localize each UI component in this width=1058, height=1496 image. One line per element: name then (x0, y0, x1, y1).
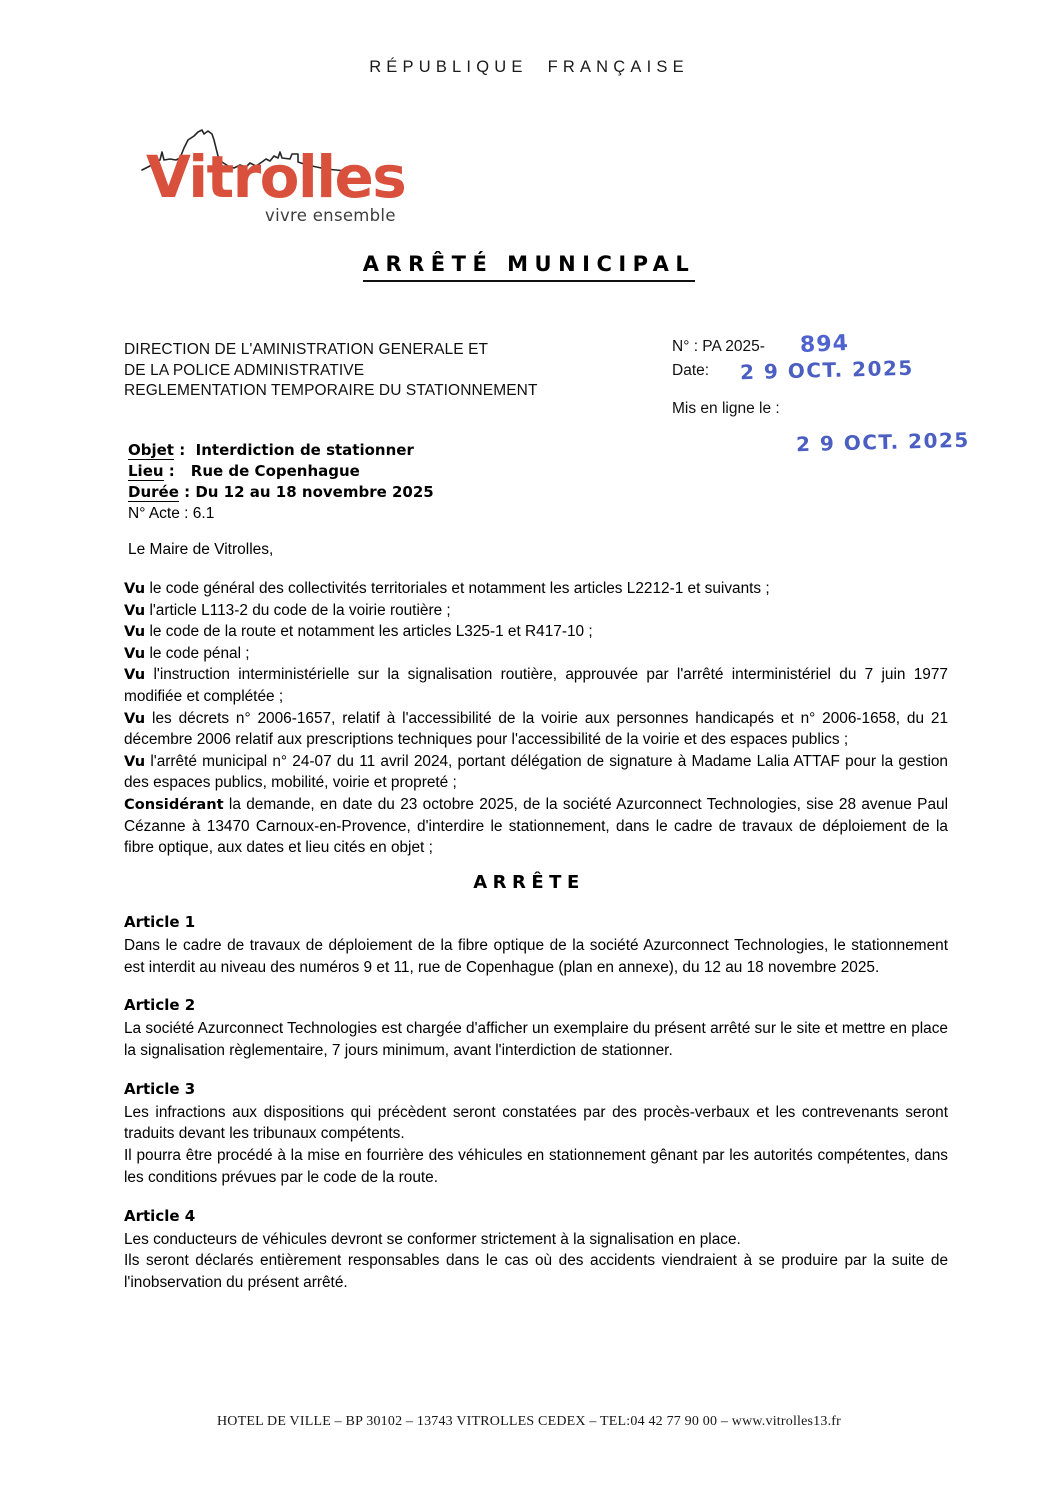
logo-wordmark: Vitrolles (146, 143, 406, 211)
articles-block (124, 912, 948, 1311)
consideration-item (124, 600, 948, 622)
subject-duree-label: Durée (128, 483, 179, 501)
article-3-body: Les infractions aux dispositions qui précèdent seront constatées par des procès-verbaux et les contrevenants seront traduits devant les tribunaux compétents. (124, 1103, 948, 1143)
article-3-title: Article 3 (124, 1079, 196, 1098)
department-line-2: DE LA POLICE ADMINISTRATIVE (124, 361, 365, 379)
consideration-item (124, 578, 948, 600)
consideration-text: le code général des collectivités territoriales et notamment les articles L2212-1 et suivants ; (145, 580, 770, 597)
subject-objet-line: Objet : Interdiction de stationner (128, 441, 414, 459)
consideration-keyword: Vu (124, 644, 146, 662)
republic-header (0, 58, 1058, 77)
reference-number-label: N° : PA 2025- (672, 338, 765, 355)
article-3 (124, 1079, 948, 1189)
subject-objet-value: Interdiction de stationner (195, 441, 414, 459)
subject-lieu-value: Rue de Copenhague (190, 462, 360, 480)
consideration-text: la demande, en date du 23 octobre 2025, de la société Azurconnect Technologies, sise 28 avenue Paul Cézanne à 13470 Carnoux-en-Provence, d'interdire le stationnement, dans le cadre de travaux de déploiement de la fibre optique, aux dates et lieu cités en objet ; (124, 795, 948, 857)
article-2 (124, 995, 948, 1061)
article-2-title: Article 2 (124, 996, 196, 1015)
reference-date-row (672, 355, 1002, 386)
consideration-text: le code pénal ; (145, 644, 250, 662)
consideration-keyword: Vu (124, 666, 146, 684)
article-1-title: Article 1 (124, 913, 196, 931)
consideration-keyword: Vu (124, 709, 146, 727)
subject-lieu-line: Lieu : Rue de Copenhague (128, 462, 360, 480)
article-1-body: Dans le cadre de travaux de déploiement de la fibre optique de la société Azurconnect Technologies, le stationnement est interdit au niveau des numéros 9 et 11, rue de Copenhague (plan en annexe), du 12 au 18 novembre 2025. (124, 936, 948, 976)
republic-word-2: FRANÇAISE (547, 58, 689, 76)
consideration-item (124, 643, 948, 665)
subject-acte-line: N° Acte : 6.1 (128, 505, 215, 522)
consideration-keyword: Vu (124, 580, 146, 597)
article-4-title: Article 4 (124, 1206, 196, 1225)
online-date-label: Mis en ligne le : (672, 400, 780, 417)
reference-number-handwritten: 894 (799, 330, 850, 359)
page-title-text: ARRÊTÉ MUNICIPAL (363, 252, 696, 282)
department-line-3: REGLEMENTATION TEMPORAIRE DU STATIONNEMENT (124, 382, 538, 399)
consideration-item (124, 708, 948, 751)
consideration-text: l'arrêté municipal n° 24-07 du 11 avril 2024, portant délégation de signature à Madame Lalia ATTAF pour la gestion des espaces publics, mobilité, voirie et propreté ; (124, 752, 948, 792)
article-4 (124, 1206, 948, 1294)
reference-date-label: Date: (672, 362, 710, 379)
subject-objet-label: Objet (128, 441, 174, 459)
department-block (124, 340, 644, 402)
article-2-body: La société Azurconnect Technologies est chargée d'afficher un exemplaire du présent arrêté sur le site et mettre en place la signalisation règlementaire, 7 jours minimum, avant l'interdiction de stationner. (124, 1020, 948, 1059)
considerations-block (124, 578, 948, 859)
consideration-text: les décrets n° 2006-1657, relatif à l'accessibilité de la voirie aux personnes handicapés et n° 2006-1658, du 21 décembre 2006 relatif aux prescriptions techniques pour l'accessibilité de la voirie et des espaces publics ; (124, 709, 948, 749)
page-title (0, 252, 1058, 276)
decree-heading: ARRÊTE (473, 872, 585, 893)
consideration-item (124, 664, 948, 707)
consideration-item (124, 751, 948, 794)
consideration-text: le code de la route et notamment les articles L325-1 et R417-10 ; (145, 623, 593, 641)
consideration-keyword: Vu (124, 623, 146, 641)
article-4-body: Les conducteurs de véhicules devront se conformer strictement à la signalisation en place. (124, 1230, 741, 1248)
article-3-body-2: Il pourra être procédé à la mise en fourrière des véhicules en stationnement gênant par les autorités compétentes, dans les conditions prévues par le code de la route. (124, 1147, 948, 1186)
online-date-stamp: 2 9 OCT. 2025 (795, 427, 971, 457)
mayor-line: Le Maire de Vitrolles, (128, 541, 274, 558)
page-footer: HOTEL DE VILLE – BP 30102 – 13743 VITROLLES CEDEX – TEL:04 42 77 90 00 – www.vitrolles13.fr (216, 1414, 842, 1429)
republic-word-1: RÉPUBLIQUE (369, 58, 528, 76)
logo-tagline: vivre ensemble (265, 206, 396, 225)
subject-duree-line: Durée : Du 12 au 18 novembre 2025 (128, 483, 434, 501)
reference-block (672, 330, 1002, 457)
article-4-body-2: Ils seront déclarés entièrement responsables dans le cas où des accidents viendraient à se produire par la suite de l'inobservation du présent arrêté. (124, 1252, 948, 1292)
consideration-text: l'article L113-2 du code de la voirie routière ; (145, 601, 451, 619)
article-1 (124, 912, 948, 978)
reference-date-stamp: 2 9 OCT. 2025 (739, 355, 915, 385)
consideration-item (124, 794, 948, 859)
vitrolles-logo (140, 126, 440, 236)
department-line-1: DIRECTION DE L'AMINISTRATION GENERALE ET (124, 341, 489, 358)
subject-block (128, 440, 768, 524)
consideration-keyword: Vu (124, 752, 146, 770)
consideration-text: l'instruction interministérielle sur la signalisation routière, approuvée par l'arrêté interministériel du 7 juin 1977 modifiée et complétée ; (124, 666, 948, 705)
consideration-keyword: Vu (124, 601, 146, 619)
consideration-item (124, 621, 948, 643)
subject-duree-value: Du 12 au 18 novembre 2025 (195, 483, 434, 501)
consideration-keyword: Considérant (124, 795, 224, 813)
subject-lieu-label: Lieu (128, 462, 164, 480)
